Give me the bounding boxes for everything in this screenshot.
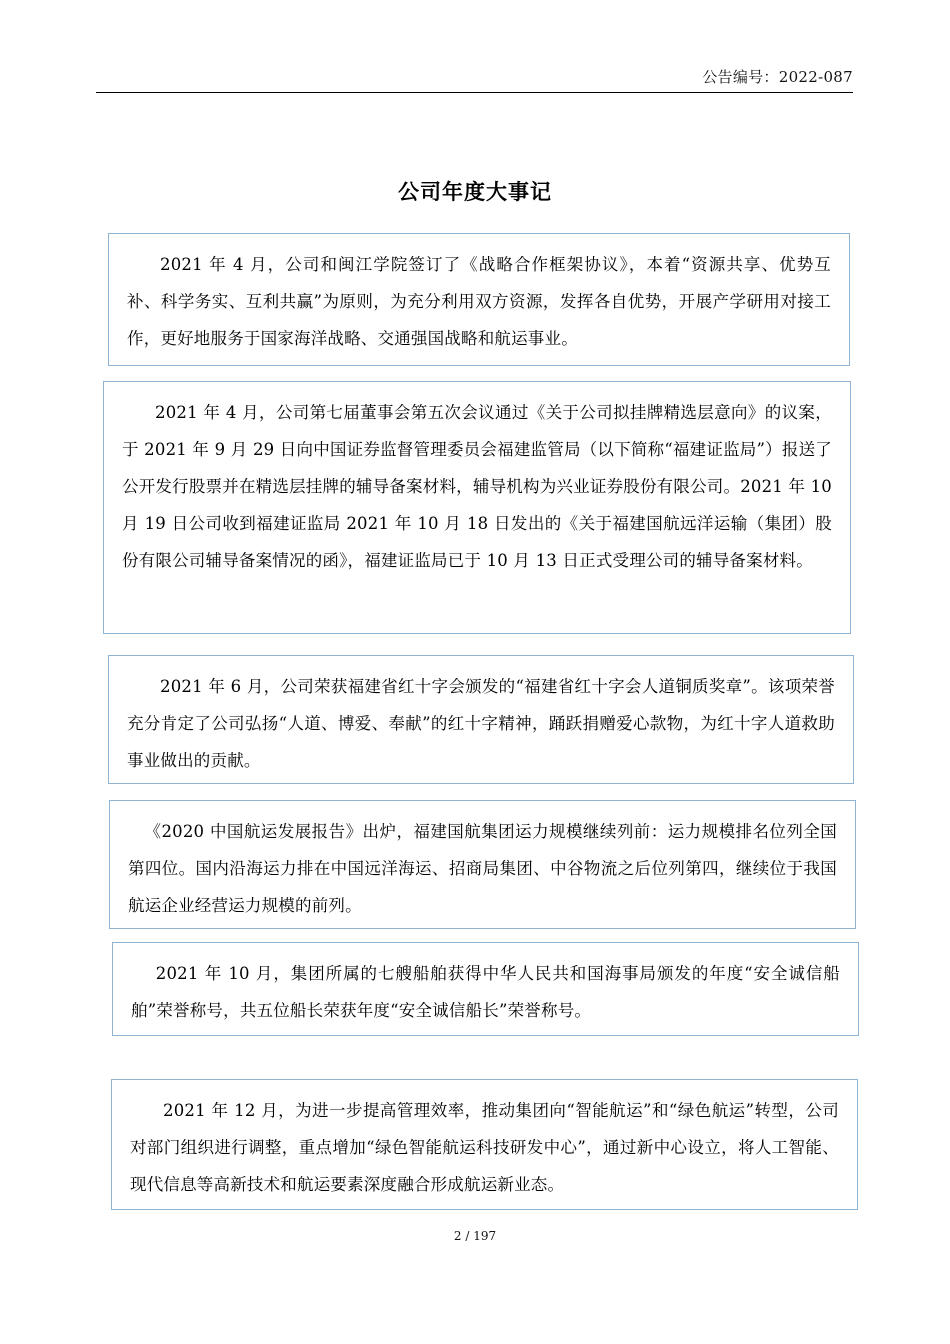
event-box-red-cross-medal: 2021 年 6 月，公司荣获福建省红十字会颁发的“福建省红十字会人道铜质奖章”。该项荣誉充分肯定了公司弘扬“人道、博爱、奉献”的红十字精神，踊跃捐赠爱心款物，为红十字人道救助事业做出的贡献。: [108, 655, 854, 784]
event-box-safety-honor: 2021 年 10 月，集团所属的七艘船舶获得中华人民共和国海事局颁发的年度“安全诚信船舶”荣誉称号，共五位船长荣获年度“安全诚信船长”荣誉称号。: [112, 942, 859, 1036]
page-number: 2 / 197: [453, 1229, 497, 1243]
page-title: 公司年度大事记: [398, 180, 552, 204]
announcement-code: 公告编号：2022-087: [702, 68, 853, 86]
header-rule: [96, 92, 853, 93]
event-box-shipping-report: 《2020 中国航运发展报告》出炉，福建国航集团运力规模继续列前：运力规模排名位列全国第四位。国内沿海运力排在中国远洋海运、招商局集团、中谷物流之后位列第四，继续位于我国航运企业经营运力规模的前列。: [109, 800, 856, 929]
event-box-org-restructure: 2021 年 12 月，为进一步提高管理效率，推动集团向“智能航运”和“绿色航运”转型，公司对部门组织进行调整，重点增加“绿色智能航运科技研发中心”，通过新中心设立，将人工智能、现代信息等高新技术和航运要素深度融合形成航运新业态。: [111, 1079, 858, 1210]
event-box-listing-counseling: 2021 年 4 月，公司第七届董事会第五次会议通过《关于公司拟挂牌精选层意向》的议案，于 2021 年 9 月 29 日向中国证券监督管理委员会福建监管局（以下简称“福建证监局”）报送了公开发行股票并在精选层挂牌的辅导备案材料，辅导机构为兴业证券股份有限公司。2021 年 10 月 19 日公司收到福建证监局 2021 年 10 月 18 日发出的《关于福建国航远洋运输（集团）股份有限公司辅导备案情况的函》，福建证监局已于 10 月 13 日正式受理公司的辅导备案材料。: [103, 381, 851, 634]
event-box-strategic-cooperation: 2021 年 4 月，公司和闽江学院签订了《战略合作框架协议》，本着“资源共享、优势互补、科学务实、互利共赢”为原则，为充分利用双方资源，发挥各自优势，开展产学研用对接工作，更好地服务于国家海洋战略、交通强国战略和航运事业。: [108, 233, 850, 366]
